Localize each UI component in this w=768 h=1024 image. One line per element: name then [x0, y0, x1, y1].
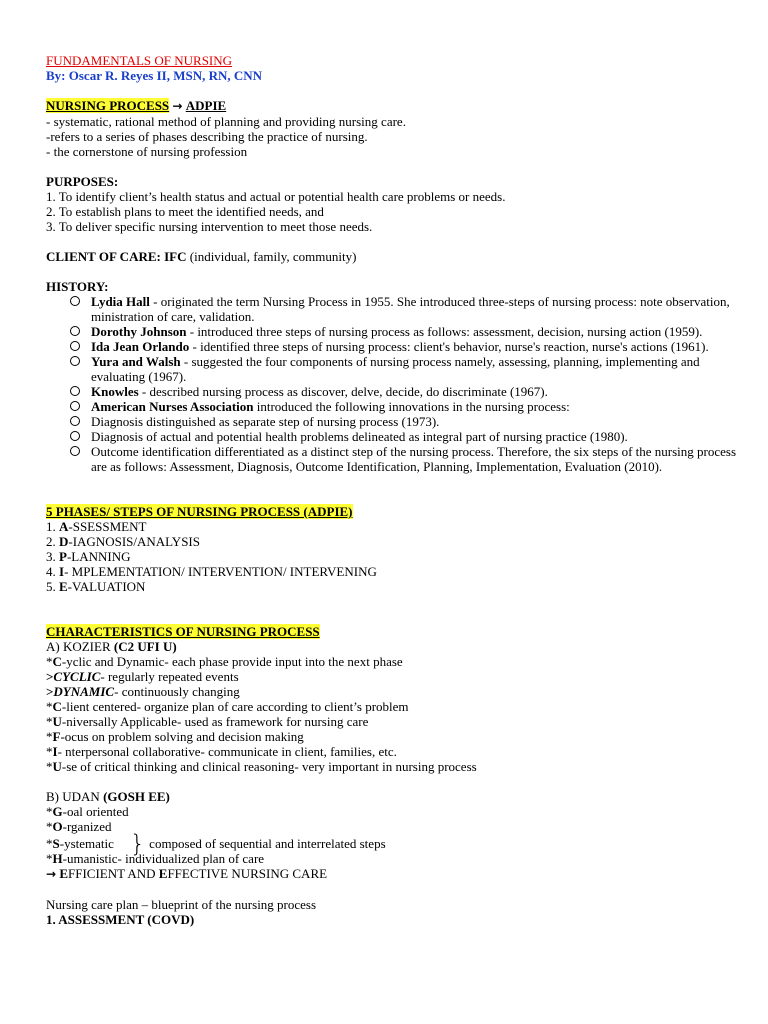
- phase-item: 2. D-IAGNOSIS/ANALYSIS: [46, 534, 200, 549]
- circle-bullet-icon: [70, 431, 80, 441]
- history-item: American Nurses Association introduced the following innovations in the nursing process:: [91, 399, 736, 414]
- right-arrow-icon: →: [172, 99, 183, 113]
- curly-brace-icon: }: [129, 830, 146, 858]
- udan-item: *H-umanistic- individualized plan of care: [46, 851, 265, 866]
- udan-item: *O-rganized: [46, 819, 112, 834]
- kozier-item: >CYCLIC- regularly repeated events: [46, 669, 239, 684]
- purpose-item: 2. To establish plans to meet the identified needs, and: [46, 204, 324, 219]
- characteristics-heading: CHARACTERISTICS OF NURSING PROCESS: [46, 624, 320, 639]
- kozier-item: *F-ocus on problem solving and decision making: [46, 729, 304, 744]
- nursing-process-line: -refers to a series of phases describing the practice of nursing.: [46, 129, 368, 144]
- client-of-care: CLIENT OF CARE: IFC (individual, family, community): [46, 249, 357, 264]
- document-author: By: Oscar R. Reyes II, MSN, RN, CNN: [46, 68, 263, 83]
- history-item: Diagnosis distinguished as separate step of nursing process (1973).: [91, 414, 736, 429]
- history-heading: HISTORY:: [46, 279, 109, 294]
- circle-bullet-icon: [70, 386, 80, 396]
- circle-bullet-icon: [70, 356, 80, 366]
- circle-bullet-icon: [70, 296, 80, 306]
- brace-note: composed of sequential and interrelated steps: [149, 836, 386, 851]
- nursing-process-line: - the cornerstone of nursing profession: [46, 144, 248, 159]
- document-title: FUNDAMENTALS OF NURSING: [46, 53, 233, 68]
- care-plan-note: Nursing care plan – blueprint of the nursing process: [46, 897, 317, 912]
- phase-item: 1. A-SSESSMENT: [46, 519, 147, 534]
- history-list: [46, 294, 736, 474]
- history-item: Outcome identification differentiated as a distinct step of the nursing process. Therefore, the six steps of the nursing process are as follows: Assessment, Diagnosis, Outcome Identification, Planning, Implementation, Evaluation (2010).: [91, 444, 736, 474]
- history-item: Ida Jean Orlando - identified three steps of nursing process: client's behavior, nurse's reaction, nurse's actions (1961).: [91, 339, 736, 354]
- kozier-item: *C-lient centered- organize plan of care according to client’s problem: [46, 699, 409, 714]
- document-page: [46, 53, 736, 927]
- history-item: Yura and Walsh - suggested the four components of nursing process namely, assessing, planning, implementing and evaluating (1967).: [91, 354, 736, 384]
- kozier-item: *U-niversally Applicable- used as framework for nursing care: [46, 714, 369, 729]
- phase-item: 4. I- MPLEMENTATION/ INTERVENTION/ INTERVENING: [46, 564, 377, 579]
- nursing-process-line: - systematic, rational method of planning and providing nursing care.: [46, 114, 406, 129]
- kozier-item: *I- nterpersonal collaborative- communicate in client, families, etc.: [46, 744, 397, 759]
- phases-heading: 5 PHASES/ STEPS OF NURSING PROCESS (ADPIE): [46, 504, 353, 519]
- purpose-item: 1. To identify client’s health status and actual or potential health care problems or needs.: [46, 189, 506, 204]
- udan-result: → EFFICIENT AND EFFECTIVE NURSING CARE: [46, 866, 328, 881]
- circle-bullet-icon: [70, 341, 80, 351]
- circle-bullet-icon: [70, 446, 80, 456]
- udan-heading: B) UDAN (GOSH EE): [46, 789, 170, 804]
- assessment-heading: 1. ASSESSMENT (COVD): [46, 912, 195, 927]
- phase-item: 3. P-LANNING: [46, 549, 131, 564]
- circle-bullet-icon: [70, 326, 80, 336]
- history-item: Knowles - described nursing process as discover, delve, decide, do discriminate (1967).: [91, 384, 736, 399]
- kozier-heading: A) KOZIER (C2 UFI U): [46, 639, 177, 654]
- udan-item: *G-oal oriented: [46, 804, 129, 819]
- kozier-item: *C-yclic and Dynamic- each phase provide input into the next phase: [46, 654, 403, 669]
- circle-bullet-icon: [70, 401, 80, 411]
- udan-item: *S-ystematic } composed of sequential and interrelated steps: [46, 830, 386, 858]
- history-item: Dorothy Johnson - introduced three steps of nursing process as follows: assessment, decision, nursing action (1959).: [91, 324, 736, 339]
- kozier-item: >DYNAMIC- continuously changing: [46, 684, 240, 699]
- kozier-item: *U-se of critical thinking and clinical reasoning- very important in nursing process: [46, 759, 477, 774]
- purpose-item: 3. To deliver specific nursing intervention to meet those needs.: [46, 219, 373, 234]
- history-item: Diagnosis of actual and potential health problems delineated as integral part of nursing practice (1980).: [91, 429, 736, 444]
- right-arrow-icon: →: [46, 867, 57, 881]
- nursing-process-heading: NURSING PROCESS → ADPIE: [46, 98, 227, 113]
- circle-bullet-icon: [70, 416, 80, 426]
- phase-item: 5. E-VALUATION: [46, 579, 146, 594]
- history-item: Lydia Hall - originated the term Nursing Process in 1955. She introduced three-steps of nursing process: note observation, ministration of care, validation.: [91, 294, 736, 324]
- purposes-heading: PURPOSES:: [46, 174, 119, 189]
